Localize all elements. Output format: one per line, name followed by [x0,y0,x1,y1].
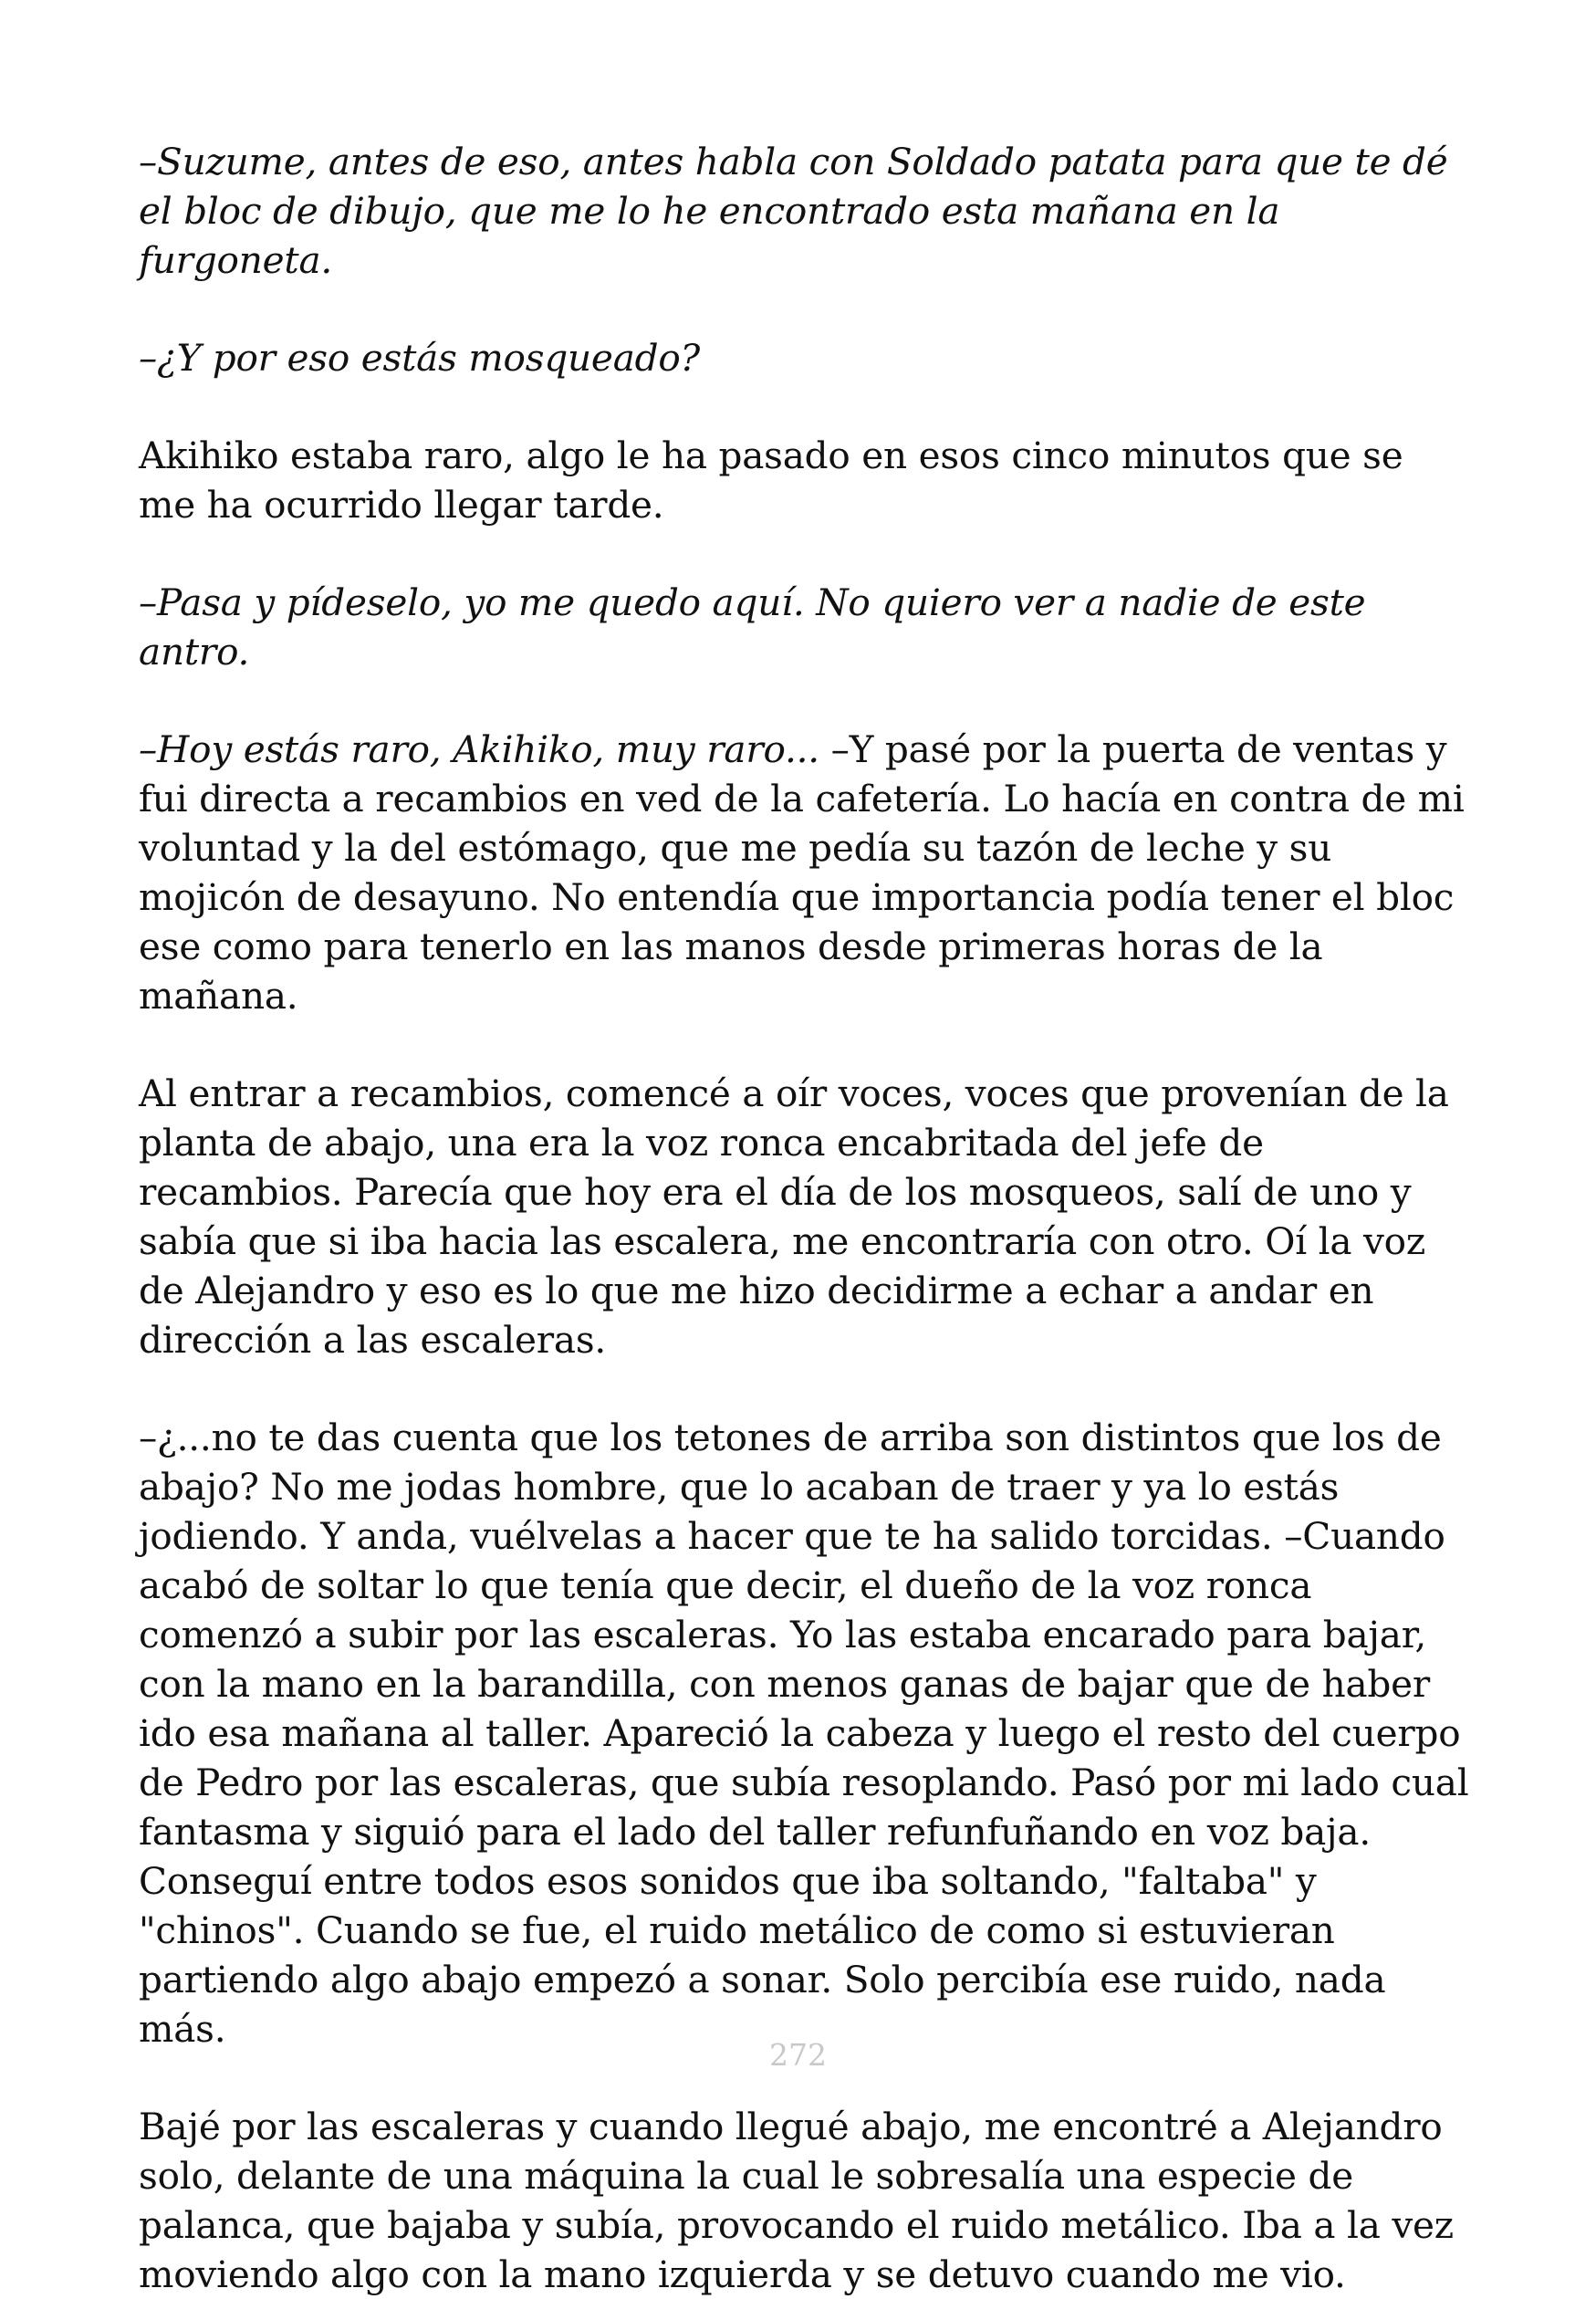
paragraph-3 [139,431,1471,529]
paragraph-5 [139,725,1471,1020]
narration-text: –¿...no te das cuenta que los tetones de arriba son distintos que los de abajo? No me jodas hombre, que lo acaban de traer y ya lo estás jodiendo. Y anda, vuélvelas a hacer que te ha salido torcidas. –Cuando acabó de soltar lo que tenía que decir, el dueño de la voz ronca comenzó a subir por las escaleras. Yo las estaba encarado para bajar, con la mano en la barandilla, con menos ganas de bajar que de haber ido esa mañana al taller. Apareció la cabeza y luego el resto del cuerpo de Pedro por las escaleras, que subía resoplando. Pasó por mi lado cual fantasma y siguió para el lado del taller refunfuñando en voz baja. Conseguí entre todos esos sonidos que iba soltando, "faltaba" y "chinos". Cuando se fue, el ruido metálico de como si estuvieran partiendo algo abajo empezó a sonar. Solo percibía ese ruido, nada más. [139,1416,1469,2051]
narration-text: Bajé por las escaleras y cuando llegué abajo, me encontré a Alejandro solo, delante de una máquina la cual le sobresalía una especie de palanca, que bajaba y subía, provocando el ruido metálico. Iba a la vez moviendo algo con la mano izquierda y se detuvo cuando me vio. [139,2105,1454,2296]
dialogue-text: –Suzume, antes de eso, antes habla con Soldado patata para que te dé el bloc de dibujo, que me lo he encontrado esta mañana en la furgoneta. [139,140,1448,282]
dialogue-text: –Hoy estás raro, Akihiko, muy raro... [139,727,831,771]
page-number: 272 [769,2037,827,2073]
paragraph-7 [139,1413,1471,2053]
narration-text: Al entrar a recambios, comencé a oír voces, voces que provenían de la planta de abajo, una era la voz ronca encabritada del jefe de recambios. Parecía que hoy era el día de los mosqueos, salí de uno y sabía que si iba hacia las escalera, me encontraría con otro. Oí la voz de Alejandro y eso es lo que me hizo decidirme a echar a andar en dirección a las escaleras. [139,1071,1449,1362]
narration-text: –Y pasé por la puerta de ventas y fui directa a recambios en ved de la cafetería. Lo hacía en contra de mi voluntad y la del estómago, que me pedía su tazón de leche y su mojicón de desayuno. No entendía que importancia podía tener el bloc ese como para tenerlo en las manos desde primeras horas de la mañana. [139,727,1465,1018]
dialogue-text: –¿Y por eso estás mosqueado? [139,336,701,380]
page-body [139,137,1471,2299]
paragraph-4 [139,578,1471,676]
dialogue-text: –Pasa y pídeselo, yo me quedo aquí. No quiero ver a nadie de este antro. [139,580,1366,674]
paragraph-8 [139,2102,1471,2299]
narration-text: Akihiko estaba raro, algo le ha pasado en esos cinco minutos que se me ha ocurrido llegar tarde. [139,434,1403,527]
paragraph-6 [139,1069,1471,1364]
paragraph-1 [139,137,1471,285]
paragraph-2 [139,333,1471,382]
